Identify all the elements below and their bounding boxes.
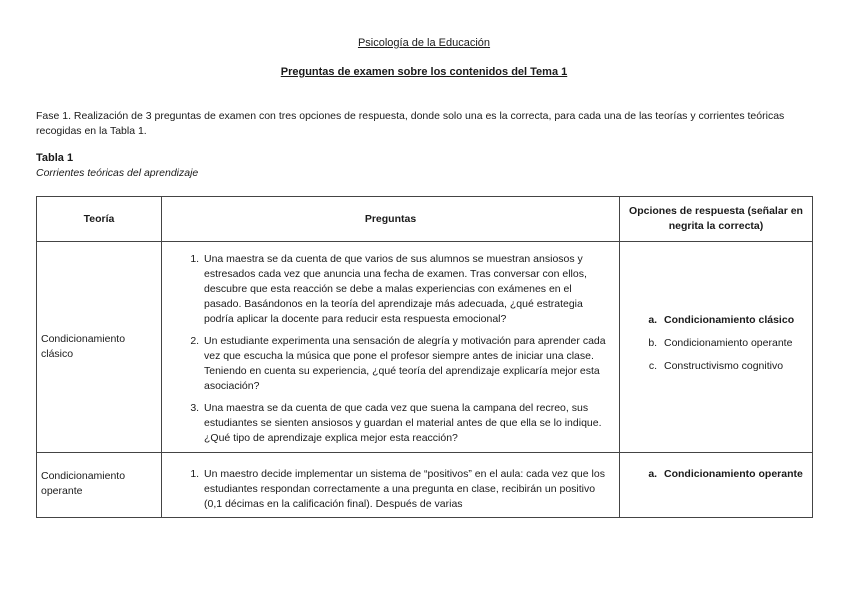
question-item: 1. Un maestro decide implementar un sistema de “positivos” en el aula: cada vez que los estudiantes respondan correctamente a una pregunta en clase, recibirán un positivo (0,1 décimas en la calificación final). Después de varias: [202, 467, 611, 512]
header-questions: Preguntas: [162, 197, 620, 242]
questions-list: [186, 252, 611, 446]
intro-paragraph: Fase 1. Realización de 3 preguntas de examen con tres opciones de respuesta, donde solo una es la correcta, para cada una de las teorías y corrientes teóricas recogidas en la Tabla 1.: [36, 110, 785, 137]
question-item: 1. Una maestra se da cuenta de que varios de sus alumnos se muestran ansiosos y estresados cada vez que anuncia una fecha de examen. Tras conversar con ellos, descubre que esta reacción se debe a malas experiencias con exámenes en el pasado. Basándonos en la teoría del aprendizaje más adecuada, ¿qué estrategia podría aplicar la docente para reducir esta respuesta emocional?: [202, 252, 611, 327]
questions-cell: [162, 453, 620, 518]
document-subtitle: Preguntas de examen sobre los contenidos del Tema 1: [280, 66, 568, 78]
option-correct: a. Condicionamiento clásico: [660, 313, 804, 328]
theory-cell: Condicionamiento clásico: [37, 242, 162, 453]
options-list: [642, 467, 804, 482]
theories-table: [36, 196, 813, 518]
header-options: Opciones de respuesta (señalar en negrita la correcta): [620, 197, 813, 242]
options-cell: [620, 242, 813, 453]
options-cell: [620, 453, 813, 518]
question-item: 3. Una maestra se da cuenta de que cada vez que suena la campana del recreo, sus estudiantes se sienten ansiosos y guardan el material antes de que ella se lo indique. ¿Qué tipo de aprendizaje explica mejor esta reacción?: [202, 401, 611, 446]
table-header-row: [37, 197, 813, 242]
questions-cell: [162, 242, 620, 453]
header-theory: Teoría: [37, 197, 162, 242]
option-item: c. Constructivismo cognitivo: [660, 359, 804, 374]
option-item: b. Condicionamiento operante: [660, 336, 804, 351]
table-label: Tabla 1: [36, 152, 74, 164]
course-title: Psicología de la Educación: [357, 37, 491, 49]
table-caption: Corrientes teóricas del aprendizaje: [36, 167, 199, 179]
theory-cell: Condicionamiento operante: [37, 453, 162, 518]
questions-list: [186, 467, 611, 512]
question-item: 2. Un estudiante experimenta una sensación de alegría y motivación para aprender cada vez que escucha la música que pone el profesor siempre antes de iniciar una clase. Teniendo en cuenta su experiencia, ¿qué teoría del aprendizaje explicaría mejor esta asociación?: [202, 334, 611, 394]
option-correct: a. Condicionamiento operante: [660, 467, 804, 482]
table-row: [37, 453, 813, 518]
options-list: [642, 313, 804, 374]
table-row: [37, 242, 813, 453]
